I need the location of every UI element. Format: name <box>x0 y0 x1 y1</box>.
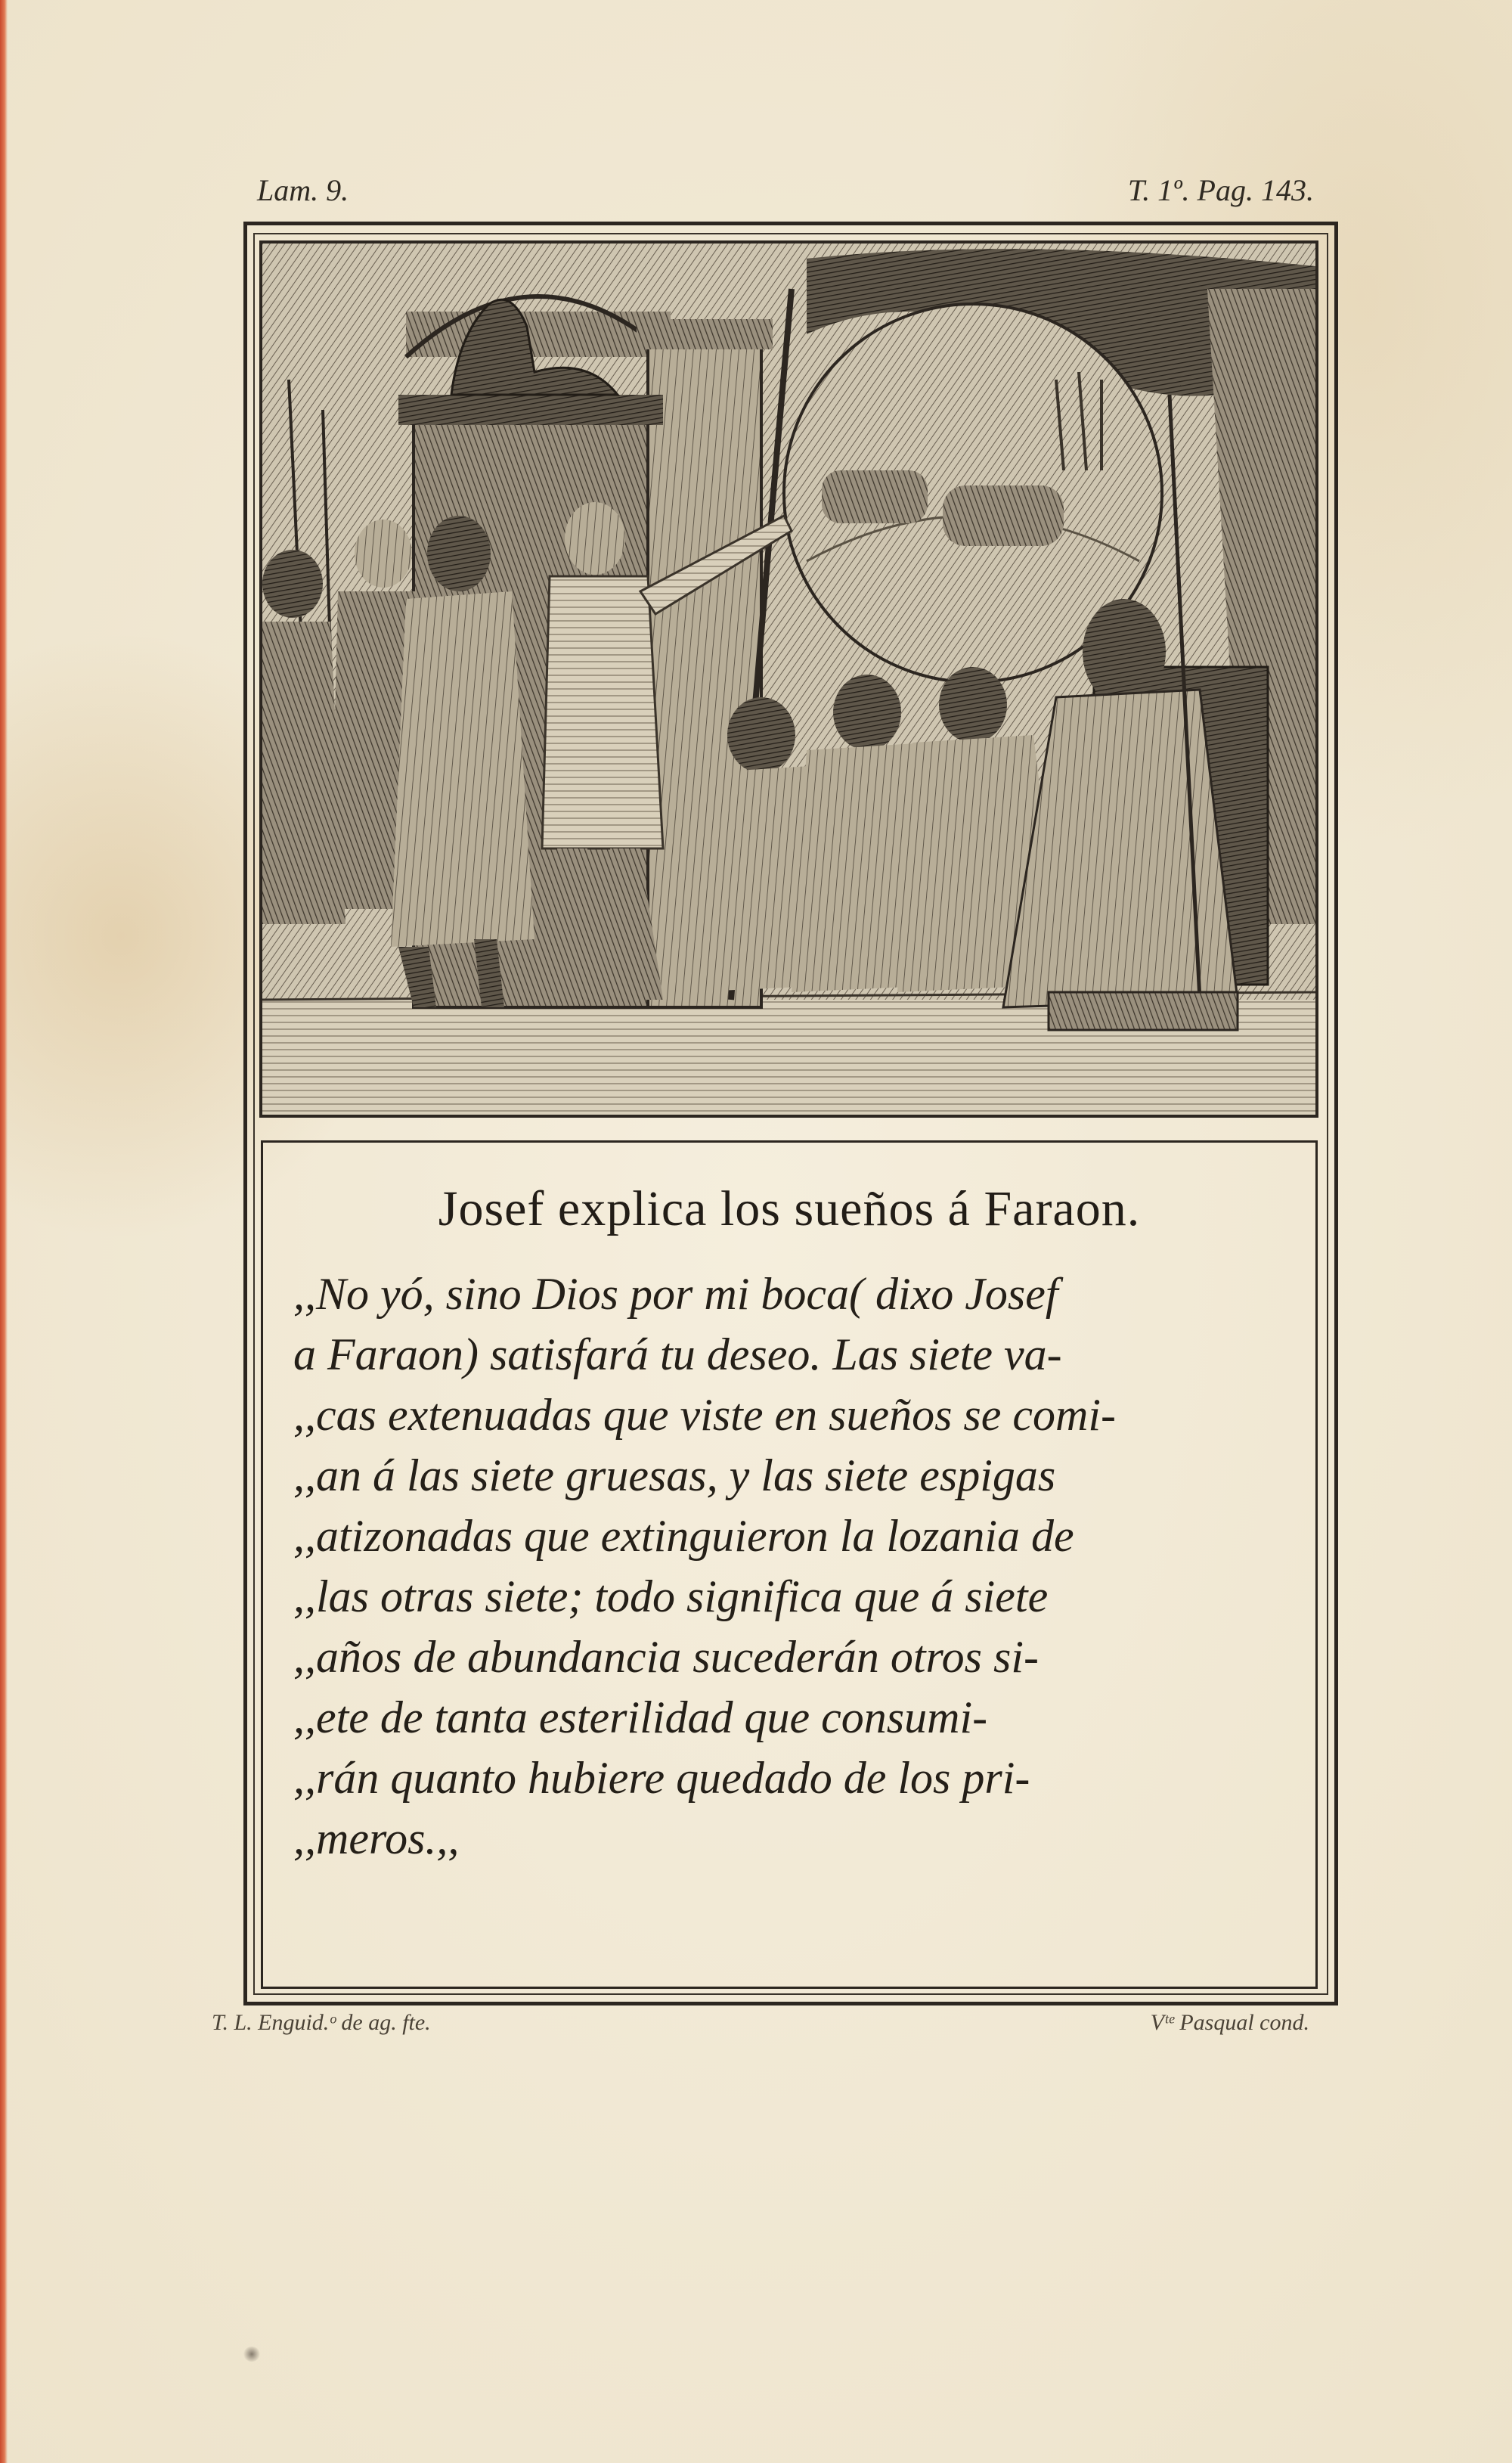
engraving-scene <box>262 244 1315 1115</box>
engraver-credit: T. L. Enguid.ᵒ de ag. fte. <box>212 2010 431 2035</box>
caption-line: ,,cas extenuadas que viste en sueños se comi- <box>293 1390 1117 1440</box>
caption-text <box>293 1264 1276 1869</box>
caption-panel <box>261 1140 1318 1989</box>
foxing-spot <box>243 2347 260 2362</box>
caption-line: ,,meros.,, <box>293 1813 460 1863</box>
caption-line: ,,años de abundancia sucederán otros si- <box>293 1632 1040 1682</box>
caption-line: ,,an á las siete gruesas, y las siete espigas <box>293 1450 1056 1500</box>
page-edge-stain <box>0 0 8 2463</box>
caption-line: ,,ete de tanta esterilidad que consumi- <box>293 1692 988 1742</box>
caption-line: a Faraon) satisfará tu deseo. Las siete va- <box>293 1329 1062 1379</box>
director-credit: Vᵗᵉ Pasqual cond. <box>1150 2010 1309 2035</box>
engraving-illustration <box>259 240 1318 1118</box>
caption-line: ,,las otras siete; todo significa que á siete <box>293 1571 1049 1621</box>
caption-title: Josef explica los sueños á Faraon. <box>438 1181 1141 1236</box>
plate-number: Lam. 9. <box>257 173 349 207</box>
caption-line: ,,atizonadas que extinguieron la lozania de <box>293 1511 1074 1561</box>
volume-page-reference: T. 1º. Pag. 143. <box>1127 173 1314 207</box>
caption-line: ,,No yó, sino Dios por mi boca( dixo Josef <box>293 1269 1058 1319</box>
caption-line: ,,rán quanto hubiere quedado de los pri- <box>293 1753 1030 1803</box>
